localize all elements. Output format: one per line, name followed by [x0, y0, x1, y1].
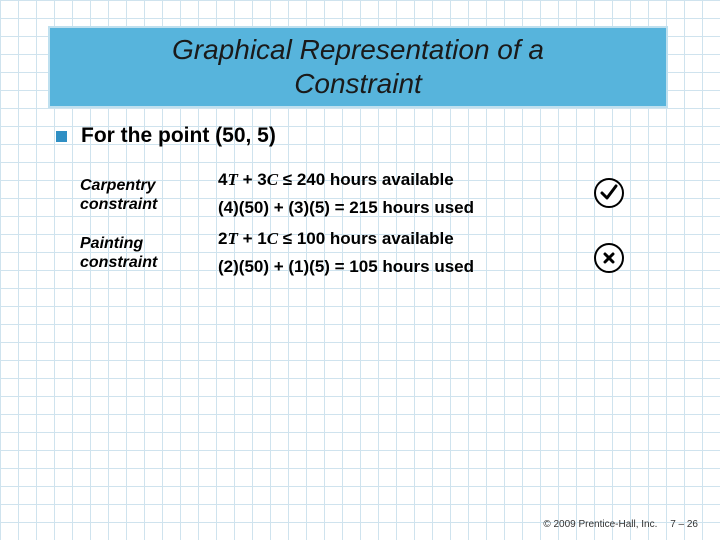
variable: T [227, 229, 238, 248]
constraint-equation [218, 225, 454, 253]
bullet-square-icon [56, 131, 67, 142]
operator: + [237, 229, 258, 248]
checkmark-icon [594, 178, 624, 208]
operator: + [237, 170, 258, 189]
coefficient: 3 [257, 170, 267, 189]
coefficient: 2 [218, 229, 228, 248]
coefficient: 1 [257, 229, 267, 248]
page-number: 7 – 26 [670, 519, 698, 530]
slide-footer [533, 519, 698, 530]
coefficient: 4 [218, 170, 228, 189]
slide-title: Graphical Representation of a Constraint [172, 34, 544, 99]
copyright-text: © 2009 Prentice-Hall, Inc. [543, 519, 658, 530]
hours-used-calculation: (4)(50) + (3)(5) = 215 hours used [218, 198, 475, 217]
constraint-label: Carpentry constraint [80, 177, 158, 213]
x-mark-icon [594, 243, 624, 273]
title-box [48, 26, 668, 108]
variable: C [266, 229, 279, 248]
bullet-point [56, 124, 276, 148]
constraint-equation [218, 166, 454, 194]
constraint-label: Painting constraint [80, 235, 158, 271]
bullet-text: For the point (50, 5) [81, 124, 276, 147]
hours-used-calculation: (2)(50) + (1)(5) = 105 hours used [218, 257, 475, 276]
variable: T [227, 170, 238, 189]
constraint-rest: ≤ 240 hours available [278, 170, 454, 189]
variable: C [266, 170, 279, 189]
constraint-rest: ≤ 100 hours available [278, 229, 454, 248]
